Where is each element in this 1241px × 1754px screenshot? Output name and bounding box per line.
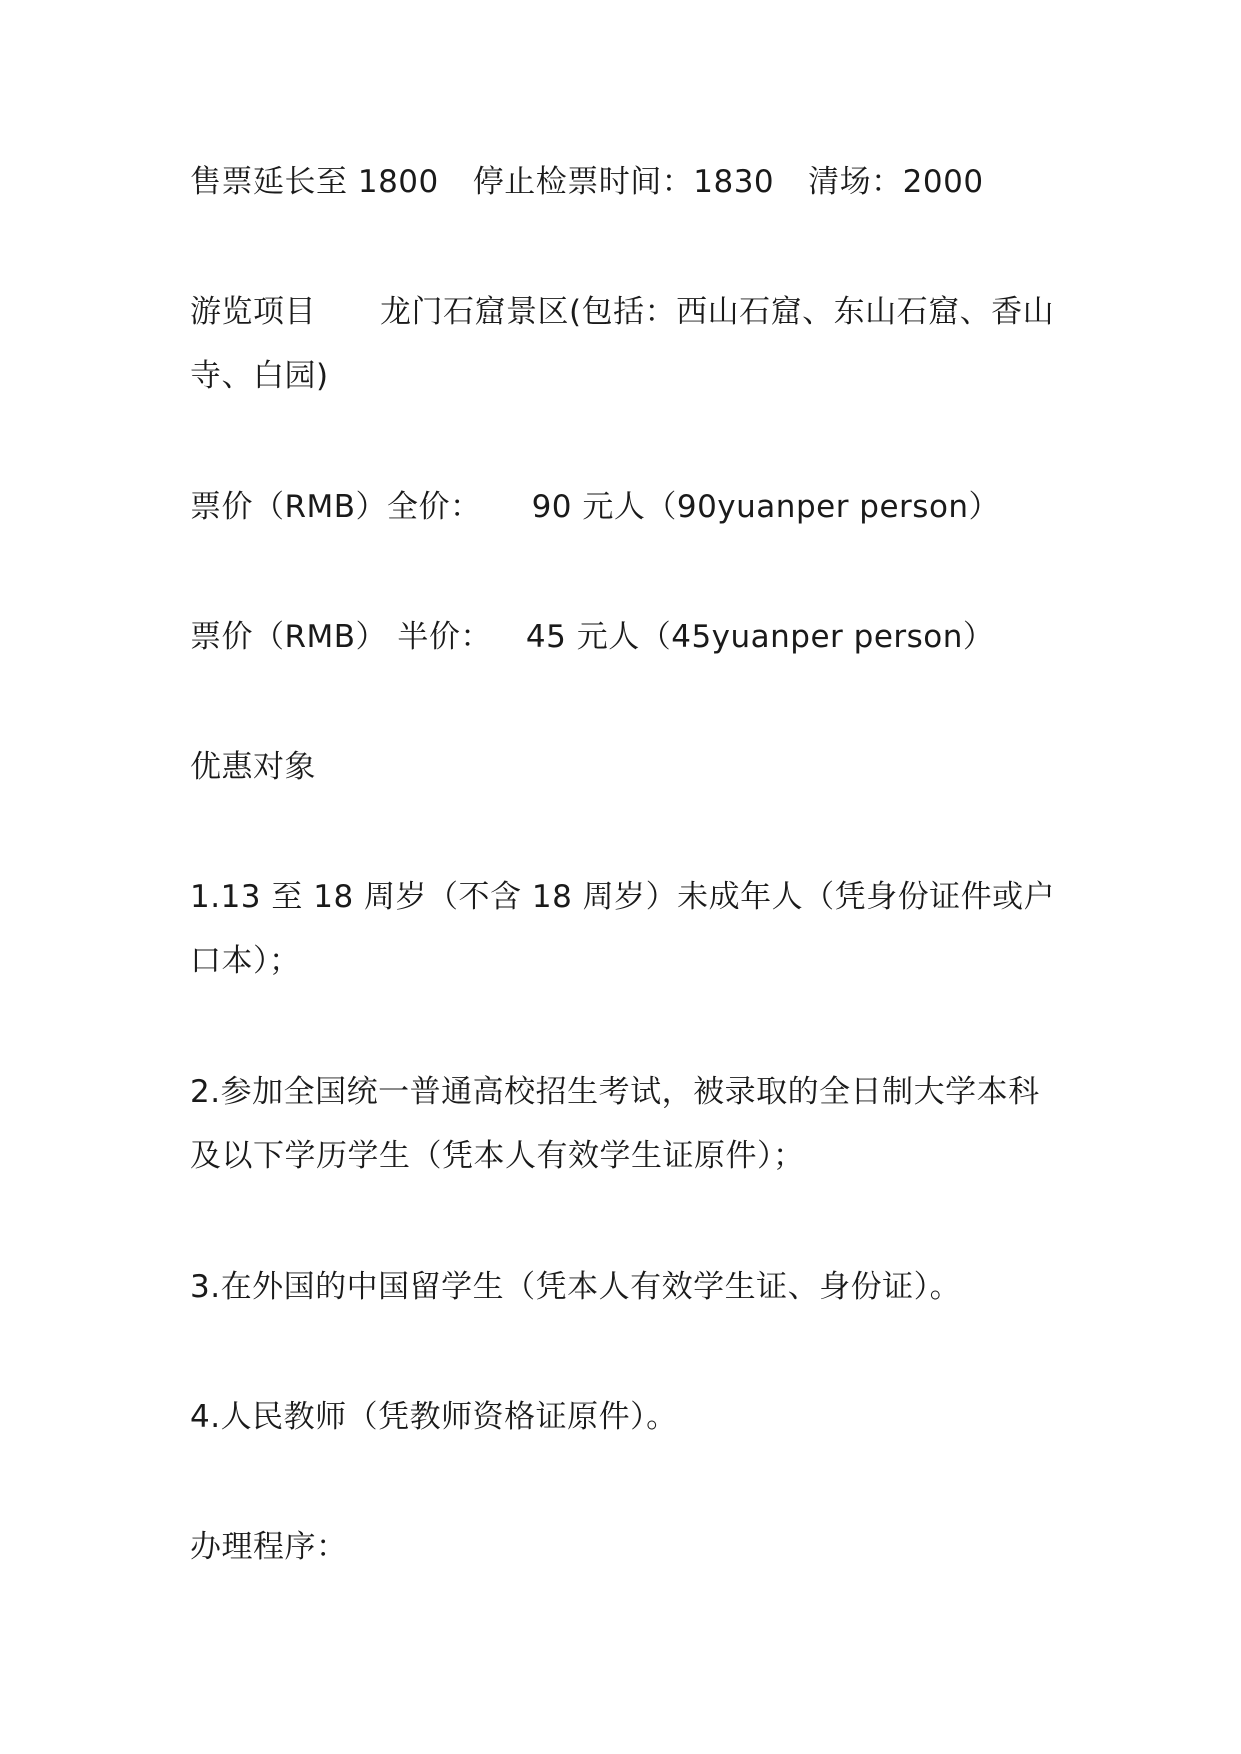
procedure-heading: 办理程序：	[190, 1529, 348, 1565]
discount-item-4: 4.人民教师（凭教师资格证原件）。	[190, 1399, 678, 1435]
half-price-label: 票价（RMB） 半价：	[190, 619, 492, 655]
half-price-line	[190, 605, 1070, 669]
full-price-label: 票价（RMB）全价：	[190, 489, 482, 525]
half-price-value: 45 元人（45yuanper person）	[525, 619, 995, 655]
tour-items-value: 龙门石窟景区(包括：西山石窟、东山石窟、香山寺、白园)	[190, 294, 1055, 394]
full-price-value: 90 元人（90yuanper person）	[531, 489, 1001, 525]
discount-item-2: 2.参加全国统一普通高校招生考试，被录取的全日制大学本科及以下学历学生（凭本人有效学生证原件）；	[190, 1074, 1040, 1174]
opening-hours-line	[190, 150, 1070, 214]
tour-items-label: 游览项目	[190, 294, 316, 330]
clearance-time: 清场：2000	[808, 164, 984, 200]
tour-items-paragraph	[190, 280, 1070, 408]
checkin-stop-time: 停止检票时间：1830	[472, 164, 775, 200]
discount-item-3: 3.在外国的中国留学生（凭本人有效学生证、身份证）。	[190, 1269, 962, 1305]
full-price-line	[190, 475, 1070, 539]
ticket-sale-time: 售票延长至 1800	[190, 164, 439, 200]
discount-heading: 优惠对象	[190, 749, 316, 785]
discount-item-1: 1.13 至 18 周岁（不含 18 周岁）未成年人（凭身份证件或户口本）；	[190, 879, 1056, 979]
